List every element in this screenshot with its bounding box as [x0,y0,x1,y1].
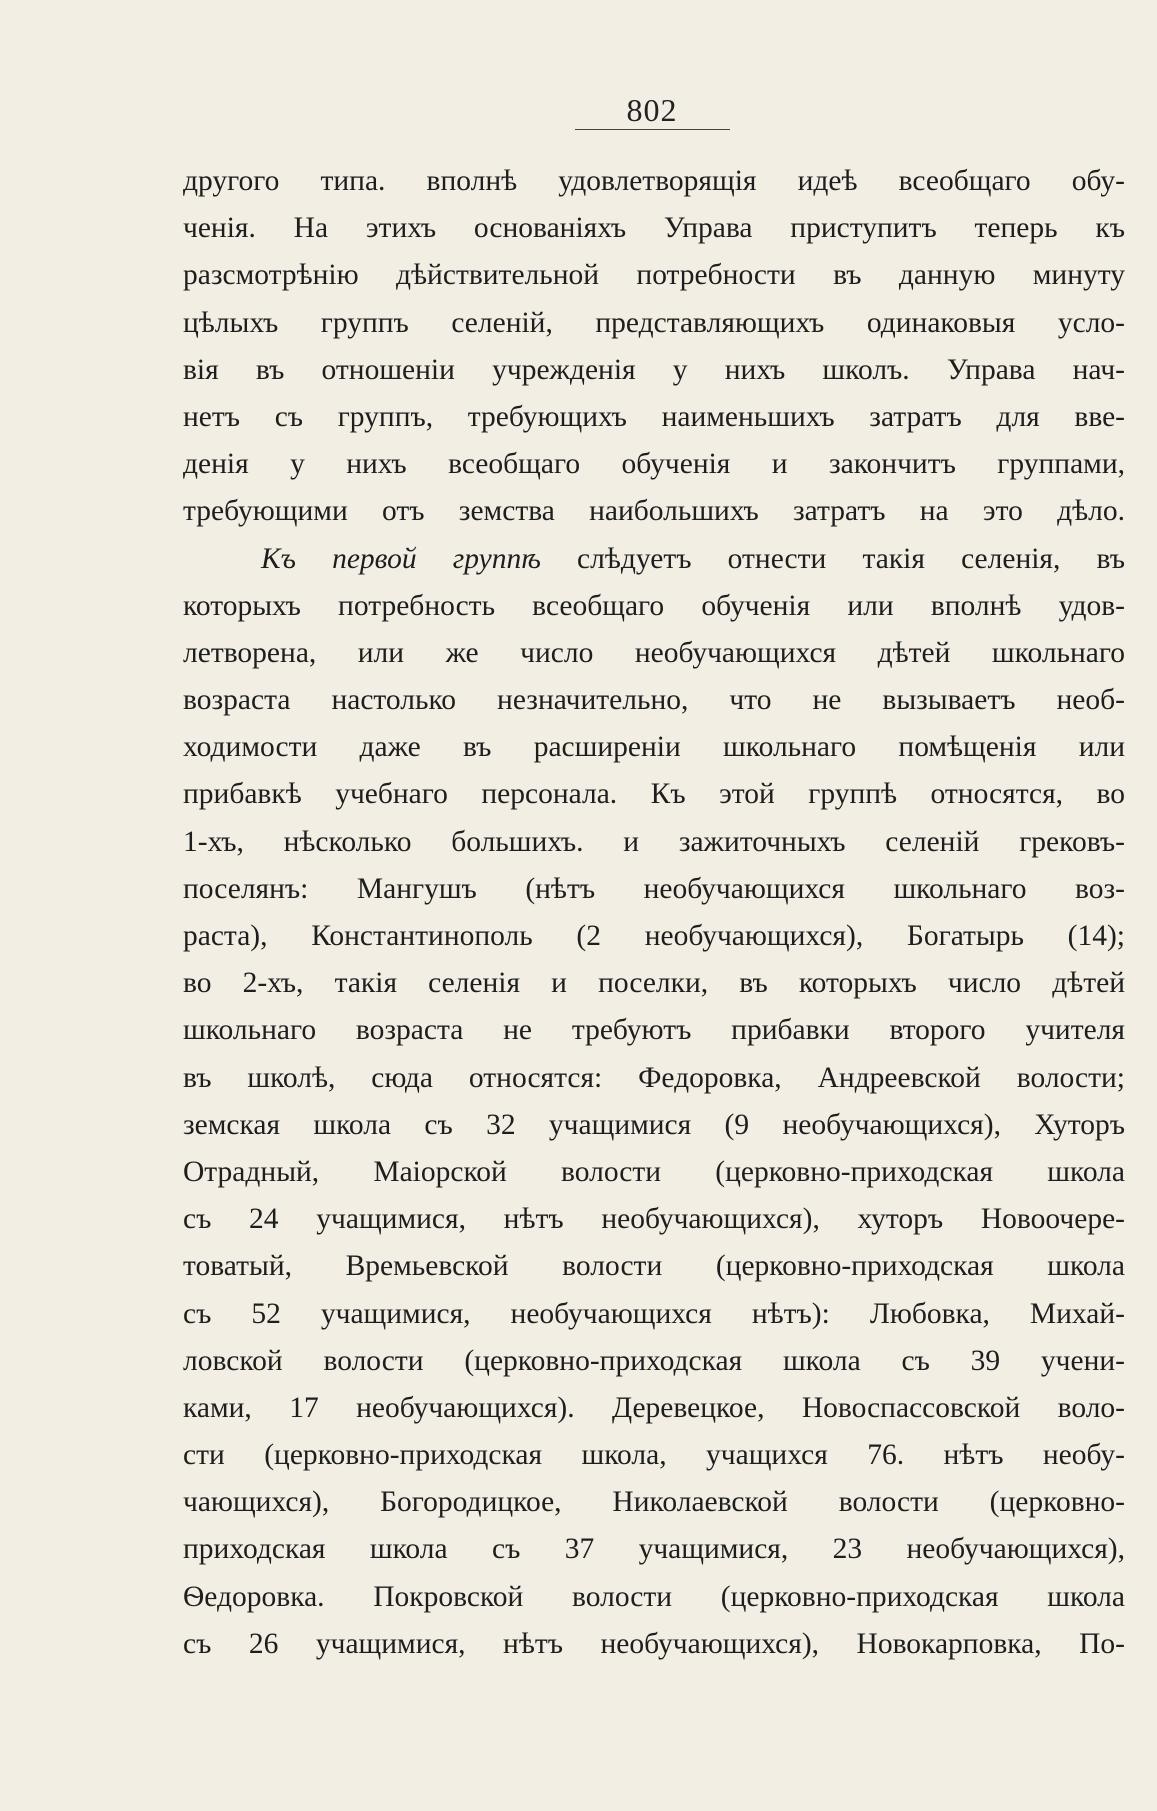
text-line [183,913,1125,960]
line-text: сти (церковно-приходская школа, учащихся 76. нѣтъ необу- [183,1439,1125,1472]
line-text: разсмотрѣнію дѣйствительной потребности въ данную минуту [183,259,1125,292]
text-line [183,583,1125,630]
line-text: ченія. На этихъ основаніяхъ Управа приступитъ теперь къ [183,212,1125,245]
text-line [183,1621,1125,1668]
line-text: Отрадный, Маіорской волости (церковно-приходская школа [183,1155,1125,1188]
line-text: нетъ съ группъ, требующихъ наименьшихъ затратъ для вве- [183,400,1125,433]
line-text: поселянъ: Мангушъ (нѣтъ необучающихся школьнаго воз- [183,872,1125,905]
line-text: съ 26 учащимися, нѣтъ необучающихся), Новокарповка, По- [183,1627,1125,1660]
text-line [183,1291,1125,1338]
line-text: чающихся), Богородицкое, Николаевской волости (церковно- [183,1486,1125,1519]
line-text: прибавкѣ учебнаго персонала. Къ этой группѣ относятся, во [183,778,1125,811]
text-line [183,771,1125,818]
text-line [183,1196,1125,1243]
line-text: летворена, или же число необучающихся дѣтей школьнаго [183,636,1125,669]
line-text: школьнаго возраста не требуютъ прибавки второго учителя [183,1014,1125,1047]
text-line [183,819,1125,866]
line-text: во 2-хъ, такія селенія и поселки, въ которыхъ число дѣтей [183,967,1125,1000]
text-line [183,347,1125,394]
text-line [183,1102,1125,1149]
line-text: раста), Константинополь (2 необучающихся), Богатырь (14); [183,920,1125,952]
text-line [183,724,1125,771]
italic-phrase: Къ первой группѣ [261,542,541,575]
line-text: другого типа. вполнѣ удовлетворящія идеѣ всеобщаго обу- [183,165,1125,197]
text-line [183,252,1125,299]
line-text: вія въ отношеніи учрежденія у нихъ школъ. Управа нач- [183,353,1125,386]
text-line [183,1055,1125,1102]
line-text: возраста настолько незначительно, что не вызываетъ необ- [183,684,1125,717]
line-text: слѣдуетъ отнести такія селенія, въ [540,542,1125,575]
text-line [183,1432,1125,1479]
text-line [183,677,1125,724]
line-text: которыхъ потребность всеобщаго обученія или вполнѣ удов- [183,589,1125,622]
page-number: 802 [626,92,678,128]
line-text: Ѳедоровка. Покровской волости (церковно-приходская школа [183,1580,1125,1613]
text-line [183,1243,1125,1290]
text-line [183,536,1125,583]
text-line [183,630,1125,677]
text-line [183,1385,1125,1432]
line-text: товатый, Времьевской волости (церковно-приходская школа [183,1250,1125,1283]
text-line [183,1338,1125,1385]
line-text: требующими отъ земства наибольшихъ затратъ на это дѣло. [183,495,1125,528]
line-text: съ 52 учащимися, необучающихся нѣтъ): Любовка, Михай- [183,1297,1125,1330]
line-text: денія у нихъ всеобщаго обученія и закончитъ группами, [183,448,1125,481]
text-line [183,488,1125,535]
line-text: ловской волости (церковно-приходская школа съ 39 учени- [183,1344,1125,1377]
text-line [183,205,1125,252]
text-line [183,394,1125,441]
page-number-rule [575,129,730,130]
text-line [183,1007,1125,1054]
line-text: земская школа съ 32 учащимися (9 необучающихся), Хуторъ [183,1108,1125,1141]
text-line [183,158,1125,205]
text-line [183,1574,1125,1621]
line-text: въ школѣ, сюда относятся: Федоровка, Андреевской волости; [183,1061,1125,1094]
text-line [183,300,1125,347]
line-text: 1-хъ, нѣсколько большихъ. и зажиточныхъ селеній грековъ- [183,825,1125,858]
line-text: приходская школа съ 37 учащимися, 23 необучающихся), [183,1533,1125,1566]
text-line [183,866,1125,913]
line-text: ками, 17 необучающихся). Деревецкое, Новоспассовской воло- [183,1391,1125,1424]
line-text: ходимости даже въ расширеніи школьнаго помѣщенія или [183,731,1125,764]
text-line [183,441,1125,488]
line-text: цѣлыхъ группъ селеній, представляющихъ одинаковыя усло- [183,306,1125,339]
text-line [183,1149,1125,1196]
text-line [183,960,1125,1007]
line-text: съ 24 учащимися, нѣтъ необучающихся), хуторъ Новоочере- [183,1203,1125,1236]
text-line [183,1479,1125,1526]
text-line [183,1526,1125,1573]
body-text [183,158,1125,1668]
